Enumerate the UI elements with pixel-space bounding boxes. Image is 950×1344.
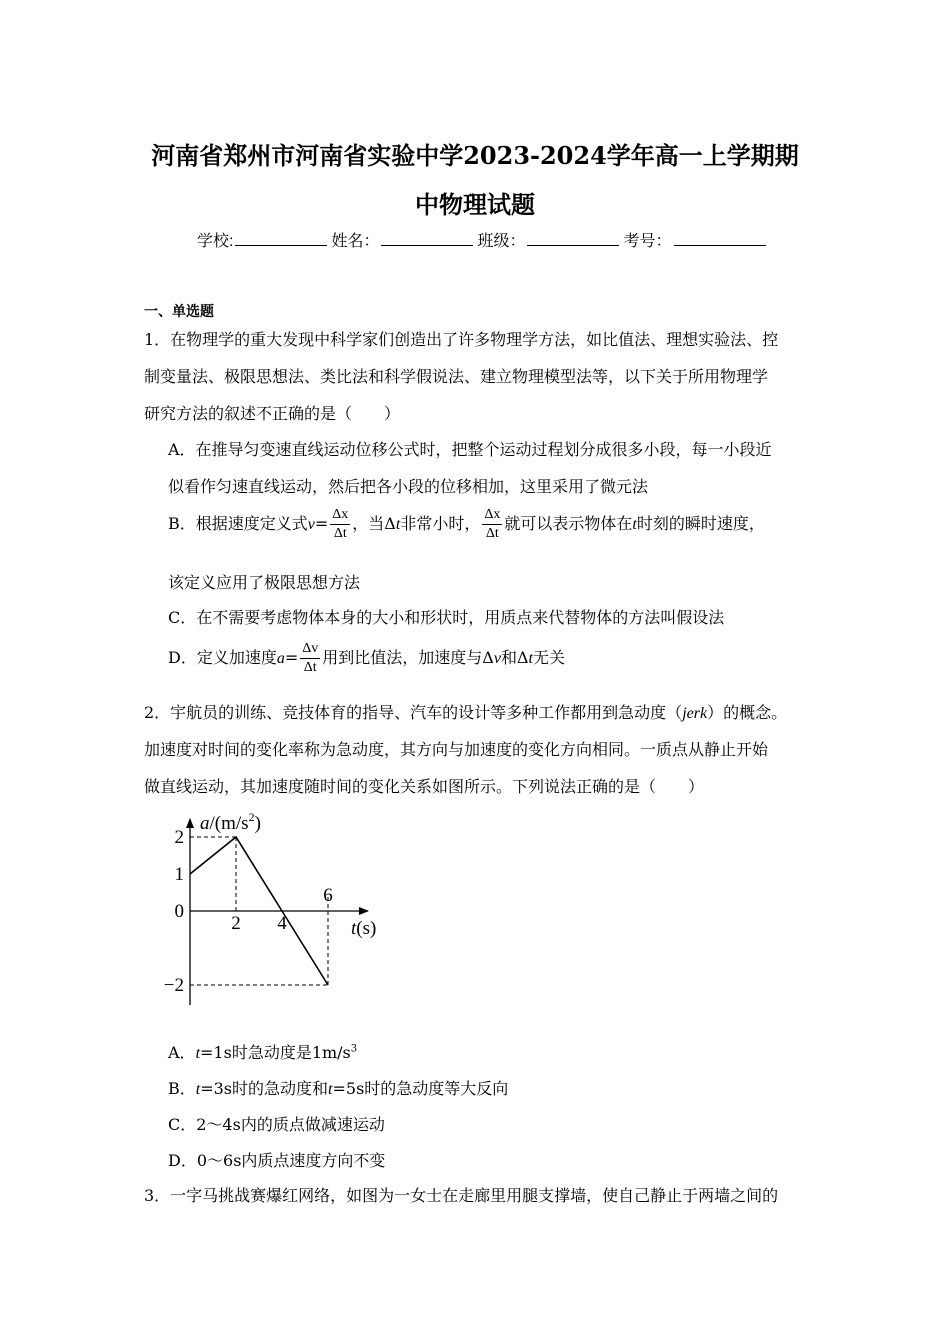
q2-stem-pre: 2．宇航员的训练、竞技体育的指导、汽车的设计等多种工作都用到急动度（	[144, 703, 683, 722]
q3-stem-line-1: 3．一字马挑战赛爆红网络，如图为一女士在走廊里用腿支撑墙，使自己静止于两墙之间的	[144, 1186, 779, 1205]
school-label: 学校:	[197, 233, 234, 250]
time-var: t	[328, 1081, 333, 1098]
q1-stem-line-2: 制变量法、极限思想法、类比法和科学假说法、建立物理模型法等，以下关于所用物理学	[144, 367, 769, 386]
velocity-var: v	[493, 650, 501, 667]
velocity-var: v	[307, 516, 315, 533]
y-tick-label: 2	[174, 827, 184, 848]
fraction-numerator: Δv	[300, 640, 320, 659]
name-blank[interactable]	[381, 231, 473, 246]
q2-a-text: =1s时急动度是1m/s	[200, 1043, 351, 1062]
q1-b-text: B．根据速度定义式	[168, 514, 308, 533]
x-tick-label: 6	[323, 885, 333, 906]
time-var: t	[195, 1081, 201, 1098]
q1-d-post: 用到比值法，加速度与Δ	[322, 648, 494, 667]
equals-sign: =	[284, 648, 299, 667]
q1-option-b-line-2: 该定义应用了极限思想方法	[168, 573, 361, 592]
number-blank[interactable]	[674, 231, 766, 246]
q2-b-end: =5s时的急动度等大反向	[332, 1079, 509, 1098]
y-axis-title: $a/(m/s^2)$	[200, 810, 261, 834]
fraction-numerator: Δx	[482, 506, 502, 525]
q2-stem-line-1	[144, 700, 787, 723]
q1-option-a-line-1[interactable]: A．在推导匀变速直线运动位移公式时，把整个运动过程划分成很多小段，每一小段近	[168, 440, 772, 459]
q2-option-d[interactable]: D．0～6s内质点速度方向不变	[168, 1151, 386, 1170]
q2-option-b[interactable]	[168, 1076, 508, 1099]
section-title: 一、单选题	[144, 304, 214, 320]
q2-option-c[interactable]: C．2～4s内的质点做减速运动	[168, 1115, 385, 1134]
fraction-dx-dt	[330, 506, 350, 543]
time-var: t	[395, 516, 401, 533]
q1-d-text: D．定义加速度	[168, 648, 277, 667]
q2-option-a[interactable]	[168, 1040, 357, 1063]
fraction-dx-dt-2	[482, 506, 502, 543]
y-tick-label: 0	[174, 901, 184, 922]
q1-stem-line-3: 研究方法的叙述不正确的是（ ）	[144, 404, 401, 423]
student-info-row	[197, 228, 770, 251]
exam-title-line-1: 河南省郑州市河南省实验中学2023-2024学年高一上学期期	[151, 141, 799, 170]
q1-option-d[interactable]	[168, 640, 565, 677]
fraction-denominator: Δt	[333, 526, 347, 541]
q1-d-end: 无关	[532, 648, 565, 667]
q1-option-b[interactable]	[168, 506, 765, 543]
q1-b-post2: 时刻的瞬时速度，	[636, 514, 765, 533]
q1-option-c[interactable]: C．在不需要考虑物体本身的大小和形状时，用质点来代替物体的方法叫假设法	[168, 608, 725, 627]
school-blank[interactable]	[235, 231, 327, 246]
q1-b-mid: ，当Δ	[352, 514, 396, 533]
q2-a-superscript: 3	[350, 1043, 358, 1055]
q1-option-a-line-2: 似看作匀速直线运动，然后把各小段的位移相加，这里采用了微元法	[168, 477, 649, 496]
q2-b-prefix: B．	[168, 1079, 196, 1098]
y-tick-label: −2	[163, 975, 184, 996]
time-var: t	[632, 516, 637, 533]
exam-title-line-2: 中物理试题	[415, 190, 535, 219]
jerk-term: jerk	[682, 705, 708, 722]
number-label: 考号：	[623, 233, 672, 250]
time-var: t	[195, 1045, 201, 1062]
q1-b-mid2: 非常小时，	[400, 514, 481, 533]
class-blank[interactable]	[527, 231, 619, 246]
fraction-denominator: Δt	[303, 660, 317, 675]
fraction-denominator: Δt	[485, 526, 499, 541]
fraction-dv-dt	[300, 640, 320, 677]
equals-sign: =	[314, 514, 329, 533]
q1-b-post: 就可以表示物体在	[504, 514, 633, 533]
q2-stem-line-2: 加速度对时间的变化率称为急动度，其方向与加速度的变化方向相同。一质点从静止开始	[144, 740, 769, 759]
q2-b-mid: =3s时的急动度和	[200, 1079, 329, 1098]
y-tick-label: 1	[174, 864, 184, 885]
x-tick-label: 2	[231, 913, 241, 934]
q2-stem-line-3: 做直线运动，其加速度随时间的变化关系如图所示。下列说法正确的是（ ）	[144, 777, 705, 796]
class-label: 班级：	[477, 233, 526, 250]
accel-var: a	[276, 650, 285, 667]
q2-a-prefix: A．	[168, 1043, 196, 1062]
name-label: 姓名：	[331, 233, 380, 250]
fraction-numerator: Δx	[330, 506, 350, 525]
q2-stem-post: ）的概念。	[707, 703, 788, 722]
x-axis-title: t(s)	[351, 918, 377, 939]
time-var: t	[528, 650, 533, 667]
x-tick-label: 4	[277, 913, 287, 934]
acceleration-time-graph	[150, 805, 400, 1010]
q1-d-and: 和Δ	[500, 648, 529, 667]
q1-stem-line-1: 1．在物理学的重大发现中科学家们创造出了许多物理学方法，如比值法、理想实验法、控	[144, 330, 779, 349]
